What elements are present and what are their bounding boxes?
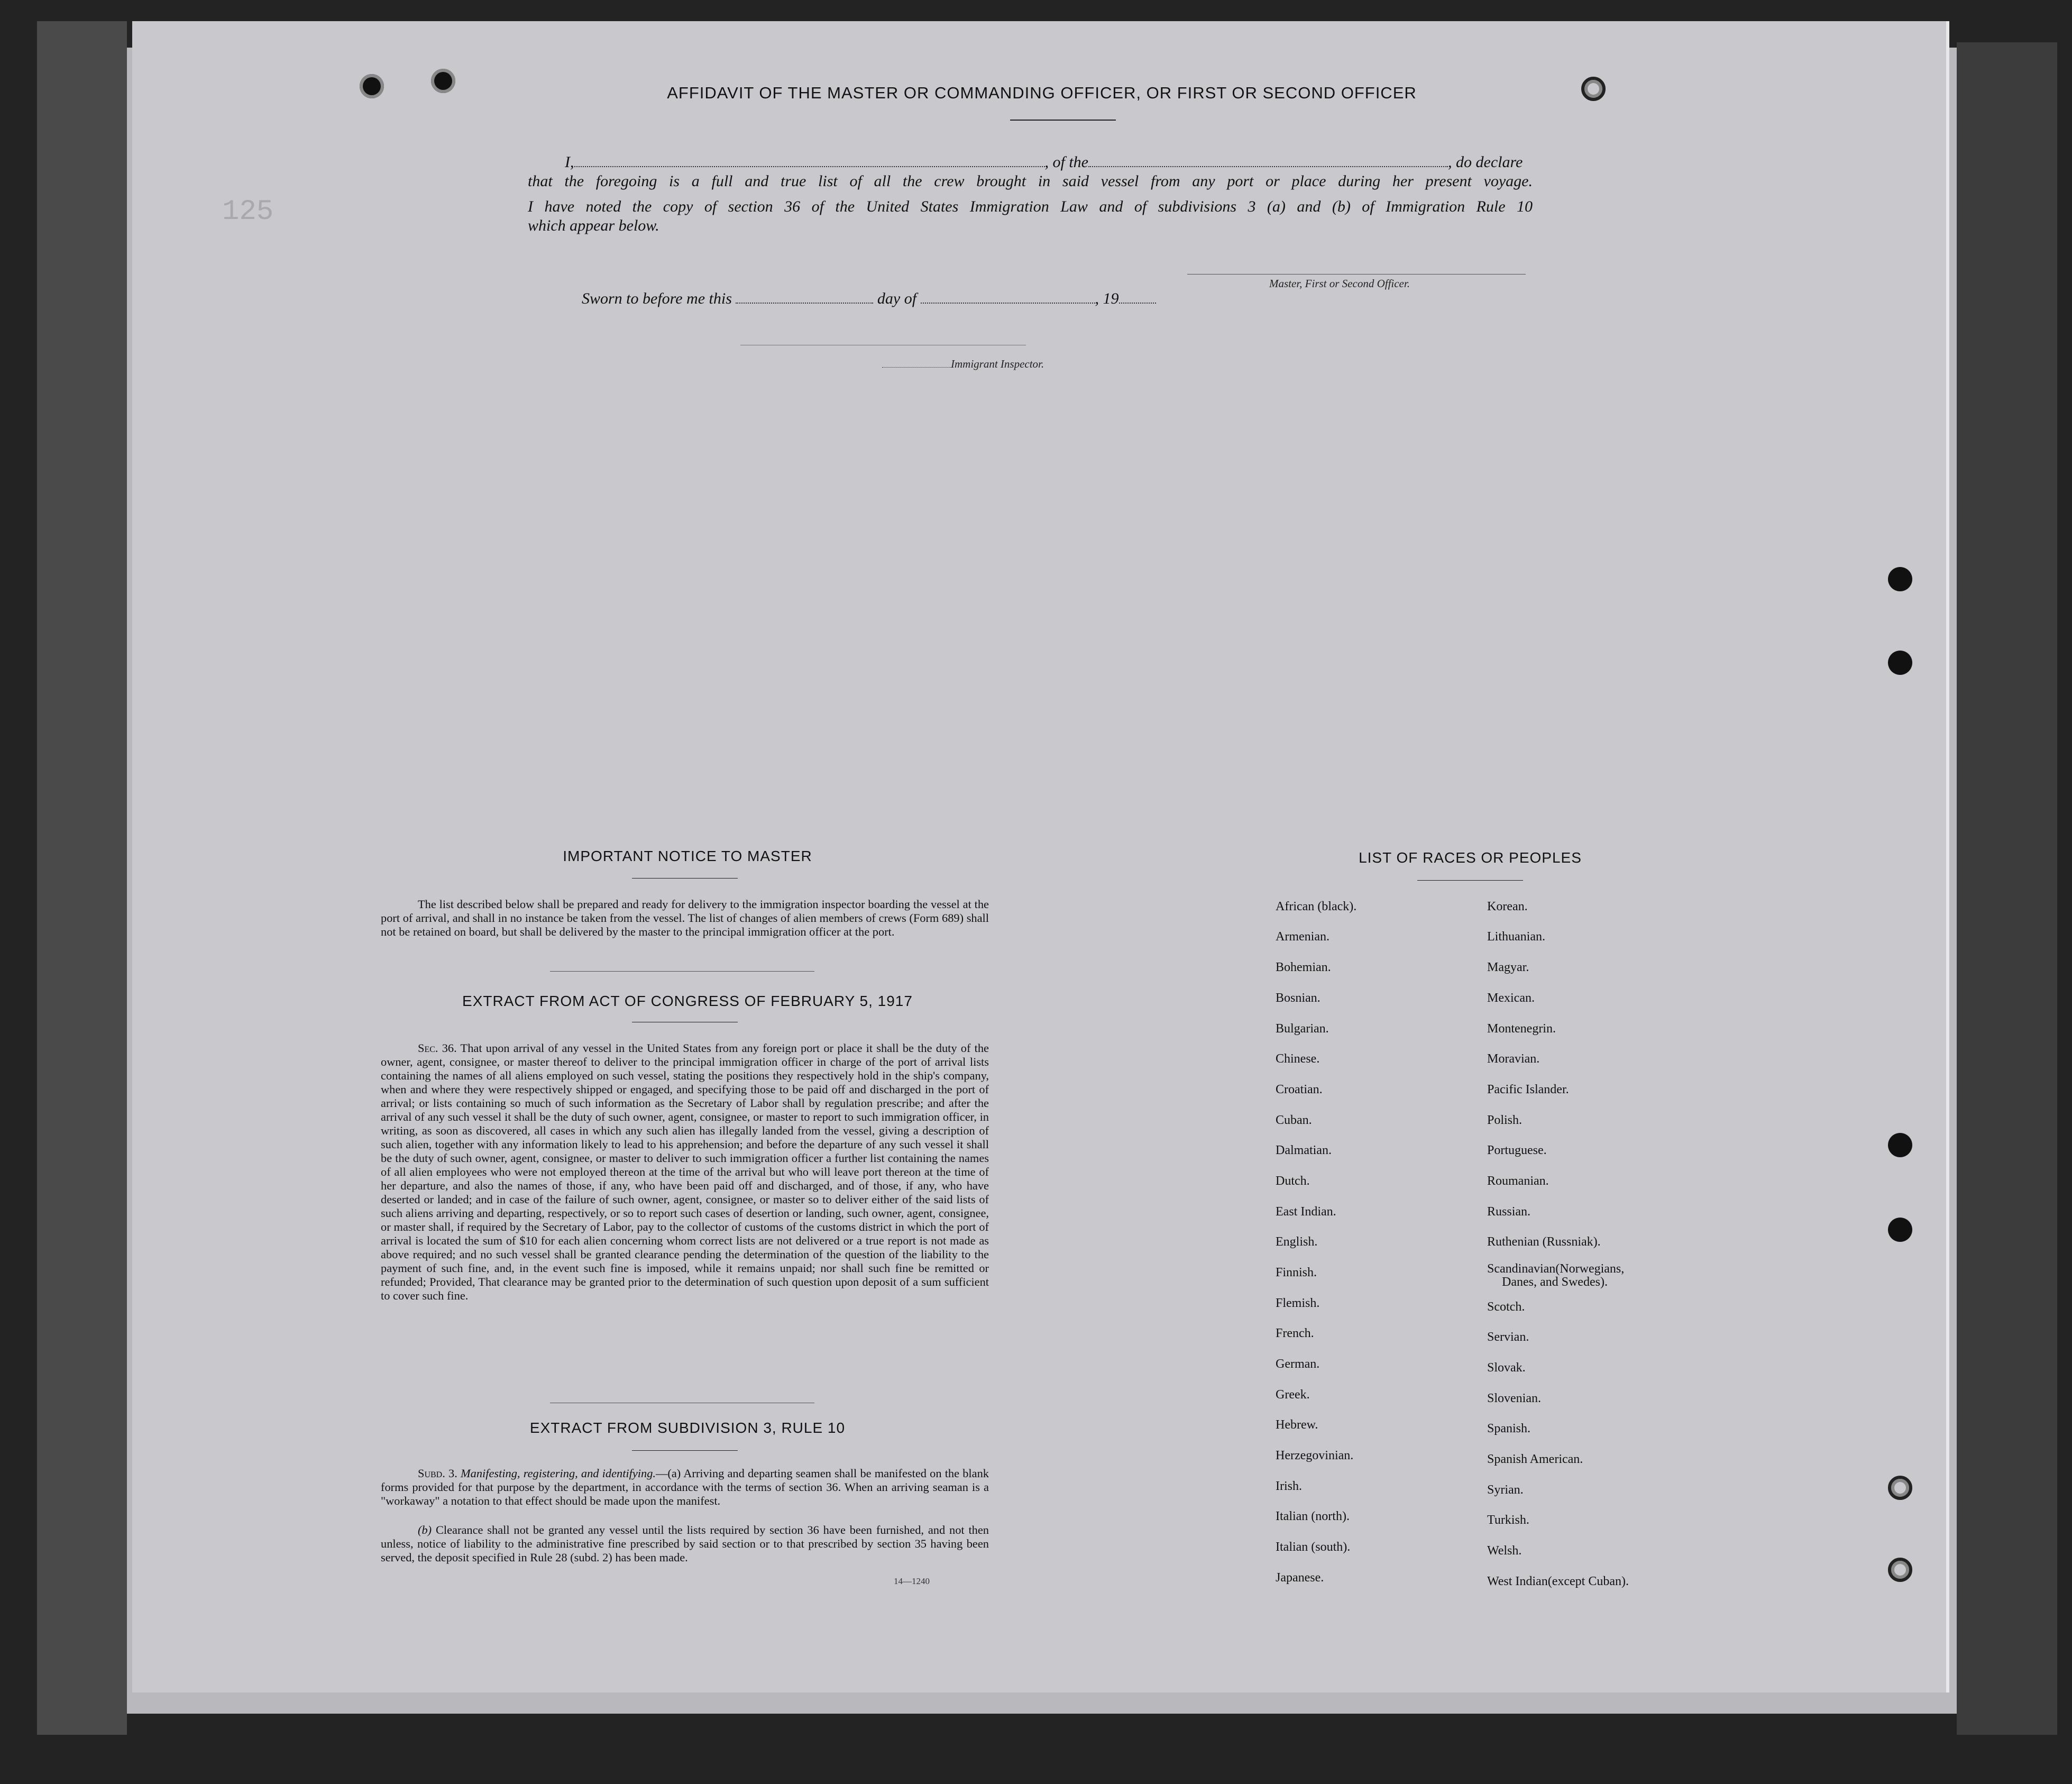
notice-body: The list described below shall be prepared and ready for delivery to the immigration inspector boarding the vessel at the port of arrival, and shall in no instance be taken from the vessel. The list of changes of alien members of crews (Form 689) shall not be retained on board, but shall be delivered by the master to the principal immigration officer at the port. [381, 898, 989, 938]
race-item: Roumanian. [1487, 1174, 1549, 1188]
race-item: Hebrew. [1276, 1418, 1318, 1432]
punch-hole [1888, 1133, 1912, 1157]
race-item: Danes, and Swedes). [1502, 1275, 1608, 1289]
declaration-line-1 [565, 153, 1523, 171]
rule-part-a [381, 1467, 989, 1508]
race-item: Spanish American. [1487, 1452, 1583, 1466]
race-item: Korean. [1487, 900, 1528, 913]
races-heading: LIST OF RACES OR PEOPLES [1359, 849, 1582, 866]
form-reference: 14—1240 [894, 1576, 930, 1586]
race-item: Scotch. [1487, 1300, 1525, 1314]
declaration-line-4: which appear below. [528, 217, 659, 234]
race-item: Greek. [1276, 1388, 1310, 1402]
race-item: African (black). [1276, 900, 1357, 913]
rule-rule [632, 1450, 738, 1451]
year-prefix: , 19 [1095, 290, 1119, 307]
race-item: Pacific Islander. [1487, 1083, 1569, 1096]
sworn-year-field[interactable] [1119, 303, 1156, 304]
declaration-line-3: I have noted the copy of section 36 of the United States Immigration Law and of subdivisions 3 (a) and (b) of Immigration Rule 10 [528, 198, 1533, 215]
punch-hole [360, 74, 384, 98]
race-item: Bosnian. [1276, 991, 1321, 1005]
race-item: Armenian. [1276, 930, 1330, 944]
race-item: Slovak. [1487, 1361, 1526, 1375]
left-binding-strip [37, 21, 127, 1735]
race-item: Flemish. [1276, 1296, 1320, 1310]
race-item: Magyar. [1487, 960, 1529, 974]
race-item: Chinese. [1276, 1052, 1320, 1066]
race-item: French. [1276, 1326, 1314, 1340]
of-the-label: , of the [1044, 153, 1088, 171]
race-item: Moravian. [1487, 1052, 1540, 1066]
race-item: Slovenian. [1487, 1392, 1541, 1405]
notice-rule [632, 878, 738, 879]
sworn-line [582, 290, 1156, 308]
vessel-name-field[interactable] [1088, 166, 1448, 167]
race-item: Italian (south). [1276, 1540, 1351, 1554]
subd-label: Subd. 3. [418, 1467, 457, 1480]
race-item: Polish. [1487, 1113, 1523, 1127]
subd-title: Manifesting, registering, and identifying. [460, 1467, 656, 1480]
race-item: Montenegrin. [1487, 1022, 1556, 1036]
declarant-name-field[interactable] [574, 166, 1045, 167]
race-item: Japanese. [1276, 1571, 1324, 1585]
part-b-label: (b) [418, 1523, 432, 1536]
race-item: Dutch. [1276, 1174, 1310, 1188]
punch-hole [1888, 567, 1912, 591]
notice-separator [550, 971, 814, 972]
act-section-text: That upon arrival of any vessel in the United States from any foreign port or place it shall be the duty of the owner, agent, consignee, or master thereof to deliver to the principal immigration officer in charge of the port of arrival lists containing the names of all aliens employed on such vessel, stating the positions they respectively hold in the ship's company, when and where they were respectively shipped or engaged, and specifying those to be paid off and discharged in the port of arrival; or lists containing so much of such information as the Secretary of Labor shall by regulation prescribe; and after the arrival of any such vessel it shall be the duty of such owner, agent, consignee, or master to report to such immigration officer, in writing, as soon as discovered, all cases in which any such alien has illegally landed from the vessel, giving a description of such alien, together with any information likely to lead to his apprehension; and before the departure of any such vessel it shall be the duty of such owner, agent, consignee, or master to deliver to such immigration officer a further list containing the names of all alien employees who were not employed thereon at the time of the arrival but who will leave port thereon at the time of her departure, and also the names of those, if any, who have been paid off and discharged, and of those, if any, who have deserted or landed; and in case of the failure of such owner, agent, consignee, or master so to deliver either of the said lists of such aliens arriving and departing, respectively, or so to report such cases of desertion or landing, such owner, agent, consignee, or master shall, if required by the Secretary of Labor, pay to the collector of customs of the customs district in which the port of arrival is located the sum of $10 for each alien concerning whom correct lists are not delivered or a true report is not made as above required; and no such vessel shall be granted clearance pending the determination of the question of the liability to the payment of such fine, and, in the event such fine is imposed, while it remains unpaid; nor shall such fine be remitted or refunded; Provided, That clearance may be granted prior to the determination of such question upon deposit of a sum sufficient to cover such fine. [381, 1041, 989, 1302]
rule-heading: EXTRACT FROM SUBDIVISION 3, RULE 10 [529, 1420, 846, 1436]
sworn-month-field[interactable] [921, 303, 1095, 304]
race-item: Bohemian. [1276, 960, 1331, 974]
race-item: Servian. [1487, 1330, 1529, 1344]
race-item: Spanish. [1487, 1422, 1531, 1435]
part-b-text: Clearance shall not be granted any vessel until the lists required by section 36 have been furnished, and not then unless, notice of liability to the administrative fine prescribed by said section or to that prescribed by section 35 having been served, the deposit specified in Rule 28 (subd. 2) has been made. [381, 1523, 989, 1564]
race-item: Russian. [1487, 1205, 1531, 1219]
race-item: Lithuanian. [1487, 930, 1545, 944]
rule-part-b [381, 1523, 989, 1565]
inspector-name-field[interactable] [882, 367, 951, 368]
act-heading: EXTRACT FROM ACT OF CONGRESS OF FEBRUARY 5, 1917 [462, 993, 913, 1009]
race-item: Cuban. [1276, 1113, 1312, 1127]
part-a-text: —(a) Arriving and departing seamen shall be manifested on the blank forms provided for that purpose by the department, in accordance with the terms of section 36. When an arriving seaman is a "workaway" a notation to that effect should be made upon the manifest. [381, 1467, 989, 1507]
title-rule [1010, 120, 1116, 121]
race-item: Bulgarian. [1276, 1022, 1329, 1036]
punch-hole [1888, 1218, 1912, 1242]
act-body [381, 1041, 989, 1303]
signature-label: Master, First or Second Officer. [1269, 277, 1410, 290]
race-item: English. [1276, 1235, 1318, 1249]
race-item: West Indian(except Cuban). [1487, 1575, 1629, 1588]
punch-hole [1888, 651, 1912, 675]
sworn-day-field[interactable] [736, 303, 873, 304]
sworn-label: Sworn to before me this [582, 290, 732, 307]
punch-hole [1888, 1558, 1912, 1582]
race-item: Italian (north). [1276, 1509, 1350, 1523]
inspector-label: Immigrant Inspector. [951, 358, 1044, 370]
race-item: East Indian. [1276, 1205, 1336, 1219]
race-item: Portuguese. [1487, 1143, 1547, 1157]
races-rule [1417, 880, 1523, 881]
punch-hole [1888, 1476, 1912, 1500]
punch-hole [1581, 77, 1606, 101]
notice-heading: IMPORTANT NOTICE TO MASTER [563, 848, 812, 864]
race-item: Irish. [1276, 1479, 1302, 1493]
affidavit-title: AFFIDAVIT OF THE MASTER OR COMMANDING OFFICER, OR FIRST OR SECOND OFFICER [667, 84, 1417, 102]
race-item: Syrian. [1487, 1483, 1524, 1497]
declarant-prefix: I, [565, 153, 574, 171]
race-item: Dalmatian. [1276, 1143, 1332, 1157]
right-binding-strip [1957, 42, 2057, 1735]
race-item: Welsh. [1487, 1544, 1522, 1558]
race-item: Finnish. [1276, 1266, 1317, 1279]
do-declare-label: , do declare [1448, 153, 1523, 171]
act-section-label: Sec. 36. [418, 1041, 457, 1055]
punch-hole [431, 69, 455, 93]
race-item: Scandinavian(Norwegians, [1487, 1262, 1625, 1276]
race-item: German. [1276, 1357, 1320, 1371]
race-item: Croatian. [1276, 1083, 1323, 1096]
signature-line[interactable] [1187, 274, 1526, 275]
race-item: Mexican. [1487, 991, 1535, 1005]
inspector-line [882, 358, 1044, 371]
declaration-line-2: that the foregoing is a full and true list of all the crew brought in said vessel from any port or place during her present voyage. [528, 172, 1533, 190]
race-item: Herzegovinian. [1276, 1449, 1354, 1462]
margin-page-number: 125 [222, 196, 274, 228]
race-item: Ruthenian (Russniak). [1487, 1235, 1601, 1249]
day-of-label: day of [877, 290, 917, 307]
race-item: Turkish. [1487, 1513, 1529, 1527]
